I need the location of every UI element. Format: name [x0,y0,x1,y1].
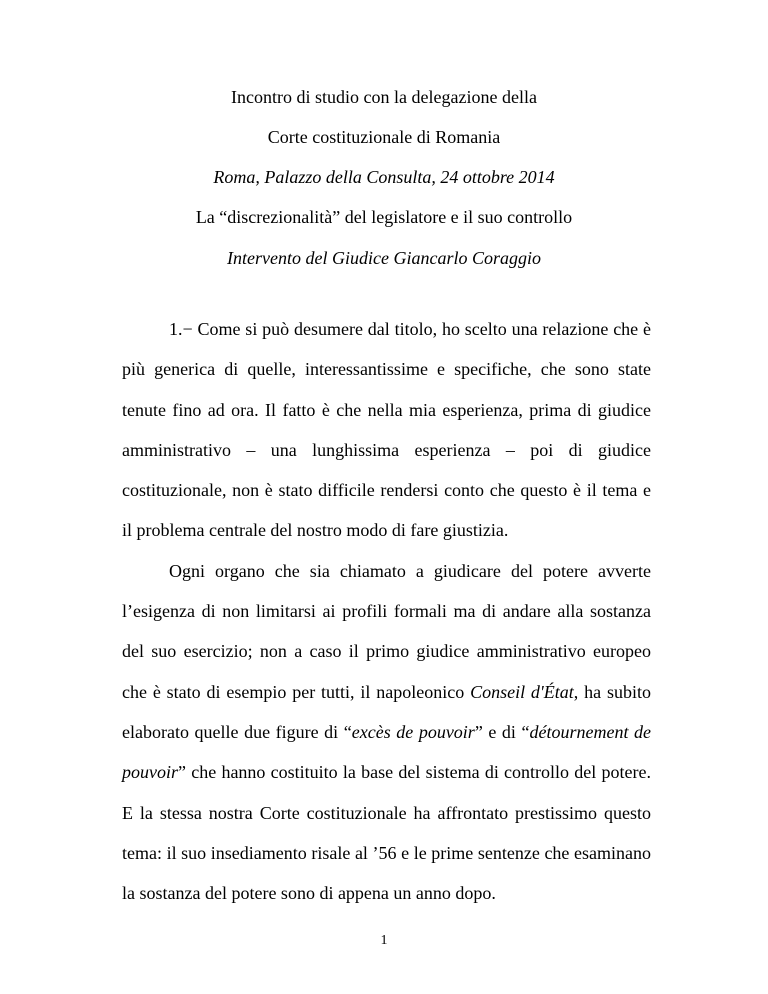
paragraph-2-text: ” e di “ [474,721,530,742]
header-speaker: Intervento del Giudice Giancarlo Coraggio [227,248,541,268]
header-event-title: Incontro di studio con la delegazione della [231,87,537,107]
paragraph-2-text: , ha subito elaborato quelle due figure di “ [122,681,651,742]
paragraph-2 [122,551,651,914]
paragraph-2-text: ” che hanno costituito la base del sistema di controllo del potere. E la stessa nostra Corte costituzionale ha affrontato prestissimo questo tema: il suo insediamento risale al ’56 e le prime sentenze che esaminano la sostanza del potere sono di appena un anno dopo. [122,762,651,904]
page-number: 1 [380,933,388,948]
paragraph-2-text: Ogni organo che sia chiamato a giudicare del potere avverte l’esigenza di non limitarsi ai profili formali ma di andare alla sostanza del suo esercizio; non a caso il primo giudice amministrativo europeo che è stato di esempio per tutti, il napoleonico [122,560,651,702]
term-exces-de-pouvoir: excès de pouvoir [351,721,475,742]
header-court-name: Corte costituzionale di Romania [267,127,501,147]
paragraph-1: 1.− Come si può desumere dal titolo, ho scelto una relazione che è più generica di quelle, interessantissime e specifiche, che sono state tenute fino ad ora. Il fatto è che nella mia esperienza, prima di giudice amministrativo – una lunghissima esperienza – poi di giudice costituzionale, non è stato difficile rendersi conto che questo è il tema e il problema centrale del nostro modo di fare giustizia. [122,319,651,541]
header-place-date: Roma, Palazzo della Consulta, 24 ottobre 2014 [213,167,555,187]
term-detournement-de-pouvoir: détournement de pouvoir [122,721,652,783]
body-text [122,309,651,913]
term-conseil-detat: Conseil d'État [470,681,574,702]
header-talk-title: La “discrezionalità” del legislatore e il suo controllo [195,207,573,227]
